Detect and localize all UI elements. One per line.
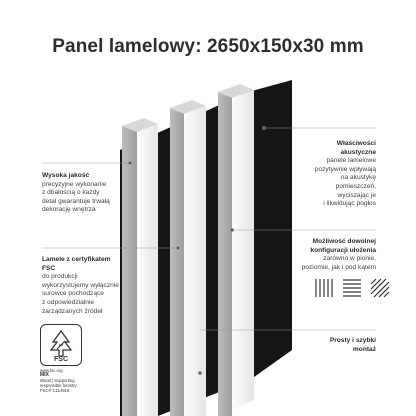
quality-line: z dbałością o każdy — [42, 189, 100, 197]
fsc-text: responsible forestry — [40, 383, 77, 388]
acoustic-line: pozytywnie wpływają — [314, 165, 376, 173]
slat-3 — [218, 84, 254, 416]
acoustic-heading: akustyczne — [340, 148, 376, 156]
configuration-line: zarówno w pionie, — [323, 255, 376, 263]
configuration-block — [302, 238, 376, 272]
mounting-heading: montaż — [352, 345, 376, 353]
fsc-tree-icon — [40, 324, 82, 366]
diagonal-lines-icon — [370, 278, 390, 298]
fsc-block — [42, 256, 119, 316]
acoustic-line: i likwidując pogłos — [323, 200, 376, 208]
fsc-heading: Lamele z certyfikatem — [42, 256, 111, 263]
fsc-line: z odpowiedzialnie — [42, 298, 95, 306]
acoustic-line: wyciszając je — [337, 191, 376, 199]
fsc-line: zarządzanych źródeł — [42, 307, 103, 315]
fsc-line: do produkcji — [42, 273, 78, 281]
orientation-icons — [314, 278, 390, 298]
configuration-heading: konfiguracji ułożenia — [310, 246, 376, 254]
fsc-url: www.fsc.org — [40, 368, 63, 373]
acoustic-line: na akustykę — [340, 174, 376, 182]
quality-line: precyzyjne wykonanie — [42, 180, 107, 188]
mounting-heading: Prosty i szybki — [329, 337, 376, 344]
fsc-text: Wood | Supporting — [40, 378, 75, 383]
fsc-line: wykorzystujemy wyłącznie — [42, 281, 119, 289]
fsc-label: FSC — [54, 356, 68, 363]
fsc-line: surowce pochodzące — [42, 290, 104, 298]
acoustic-block — [315, 140, 376, 209]
acoustic-line: pomieszczeń, — [335, 182, 376, 190]
configuration-line: poziomie, jak i pod kątem — [301, 263, 376, 271]
fsc-logo — [40, 324, 90, 393]
fsc-code: FSC® C114916 — [40, 388, 70, 393]
mounting-block — [330, 337, 376, 354]
configuration-heading: Możliwość dowolnej — [312, 238, 376, 245]
quality-heading: Wysoka jakość — [42, 172, 90, 179]
quality-block — [42, 172, 110, 215]
fsc-heading: FSC — [42, 264, 56, 272]
vertical-lines-icon — [314, 278, 334, 298]
horizontal-lines-icon — [342, 278, 362, 298]
quality-line: detal gwarantuje trwałą — [42, 197, 110, 205]
acoustic-line: panele lamelowe — [326, 157, 376, 165]
page-title: Panel lamelowy: 2650x150x30 mm — [52, 36, 364, 57]
fsc-mix: MIX — [40, 372, 49, 378]
slat-2 — [170, 100, 206, 416]
quality-line: dekorację wnętrza — [42, 206, 96, 214]
acoustic-heading: Właściwości — [336, 140, 376, 147]
